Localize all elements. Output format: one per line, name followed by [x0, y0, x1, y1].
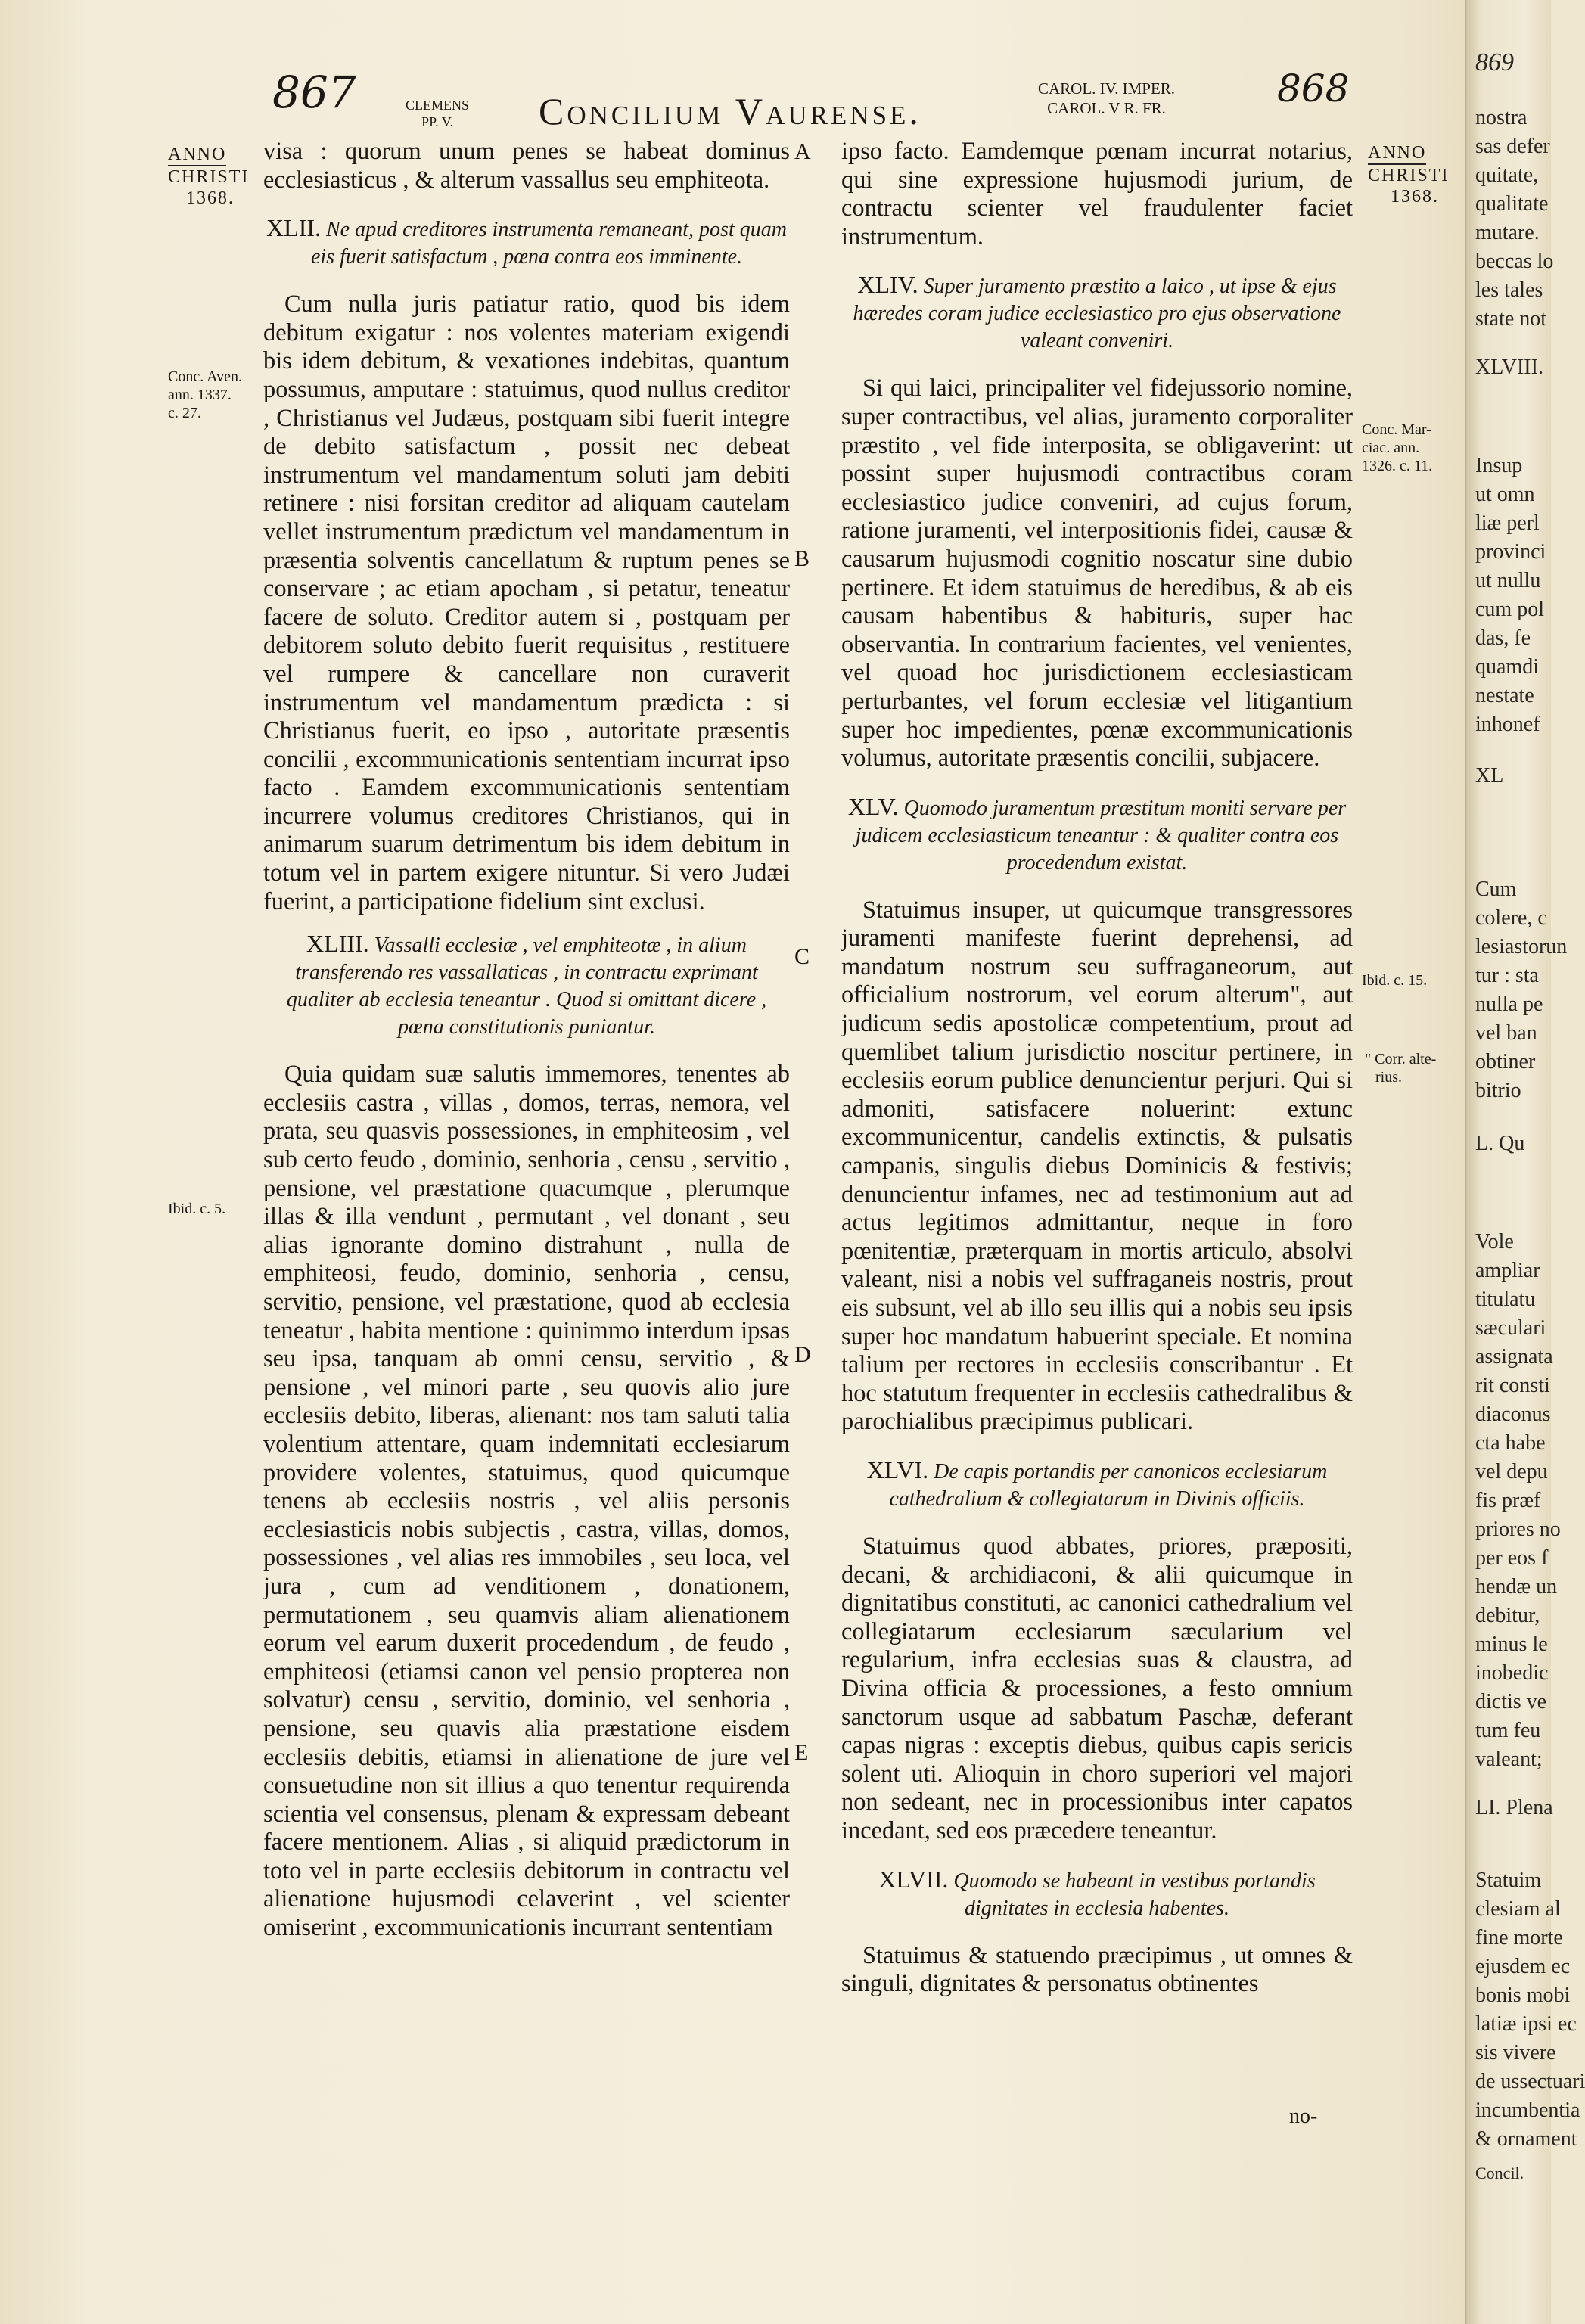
anno-christi-left [168, 144, 249, 209]
adjacent-line: state not [1475, 307, 1547, 331]
right-column [841, 138, 1353, 1999]
chapter-title: Quomodo se habeant in vestibus portandis dignitates in ecclesia habentes. [953, 1869, 1316, 1920]
continued-paragraph: visa : quorum unum penes se habeat dominus ecclesiasticus , & alterum vassallus seu emphiteota. [263, 138, 790, 194]
adjacent-line: nostra [1475, 106, 1528, 129]
adjacent-line: das, fe [1475, 626, 1531, 650]
year-label: 1368. [1391, 187, 1439, 207]
anno-label: ANNO [1368, 142, 1426, 165]
ref-line: 1326. c. 11. [1362, 458, 1433, 474]
adjacent-heading: LI. Plena [1475, 1796, 1553, 1819]
chapter-number: XLIII. [306, 930, 369, 958]
christi-label: CHRISTI [168, 167, 250, 187]
adjacent-line: ampliar [1475, 1259, 1540, 1282]
chapter-text-42: Cum nulla juris patiatur ratio, quod bis idem debitum exigatur : nos volentes materiam exigendi bis idem debitum, & vexationes indebitas, quantum possumus, amputare : statuimus, quod nullus creditor , Christianus vel Judæus, postquam sibi fuerit integre de debito satisfactum , possit nec debeat instrumentum vel mandamentum soluti jam debiti retinere : nisi forsitan creditor ad aliquam cautelam vellet instrumentum prædictum vel mandamentum in præsentia solventis cancellatum & ruptum penes se conservare ; ac etiam apocham , si petatur, teneatur facere de soluto. Creditor autem si , postquam per debitorem soluto debito fuerit requisitus , restituere vel rumpere & cancellare non curaverit instrumentum vel mandamentum prædicta : si Christianus fuerit, eo ipso , autoritate præsentis concilii , excommunicationis sententiam incurrat ipso facto . Eamdem excommunicationis sententiam incurrere volumus creditores Christianos, qui in animarum suarum detrimentum bis idem debitum in totum vel in partem exigere nituntur. Si vero Judæi fuerint, a participatione fidelium sint exclusi. [263, 290, 790, 915]
adjacent-line: Insup [1475, 454, 1523, 477]
adjacent-line: provinci [1475, 540, 1546, 564]
emperor-label [1038, 79, 1175, 118]
adjacent-line: qualitate [1475, 192, 1549, 216]
ref-conc-marciac [1362, 421, 1432, 475]
emperor-line-2: CAROL. V R. FR. [1047, 99, 1166, 117]
adjacent-line: obtiner [1475, 1050, 1536, 1073]
adjacent-line: clesiam al [1475, 1897, 1561, 1921]
ref-line: ann. 1337. [168, 387, 232, 403]
adjacent-line: Concil. [1475, 2164, 1524, 2183]
christi-label: CHRISTI [1368, 166, 1450, 185]
adjacent-line: sis vivere [1475, 2041, 1556, 2065]
section-letter-c: C [794, 944, 810, 969]
adjacent-line: & ornament [1475, 2127, 1577, 2151]
adjacent-line: sas defer [1475, 135, 1550, 158]
adjacent-line: mutare. [1475, 221, 1540, 244]
adjacent-line: titulatu [1475, 1288, 1536, 1311]
adjacent-line: nulla pe [1475, 993, 1543, 1016]
chapter-text-43: Quia quidam suæ salutis immemores, tenentes ab ecclesiis castra , villas , domos, terras, nemora, vel prata, seu quasvis possessiones, in emphiteosim , vel sub certo feudo , dominio, senhoria , censu , servitio , pensione, vel præstatione quacumque , plerumque illas & illa vendunt , permutant , vel donant , seu alias ignorante domino distrahunt , nulla de emphiteosi, feudo, dominio, senhoria , censu, servitio, pensione, vel præstatione, quod ab ecclesia teneatur , habita mentione : quinimmo interdum ipsas seu ipsa, tanquam ab omni censu, servitio , & pensione , vel minori parte , seu quovis alio jure ecclesiis debito, liberas, alienant: nos tam saluti talia volentium attentare, quam indemnitati ecclesiarum providere volentes, statuimus, quod quicumque tenens ab ecclesiis nostris , vel aliis personis ecclesiasticis nobis subjectis , castra, villas, domos, possessiones , vel alias res immobiles , seu loca, vel jura , cum ad venditionem , donationem, permutationem , seu quamvis aliam alienationem eorum vel earum duxerit procedendum , de feudo , emphiteosi (etiamsi canon vel pensio propterea non solvatur) censu , servitio, dominio, vel senhoria , pensione, seu quavis alia præstatione eisdem ecclesiis debitis, etiamsi in alienatione de jure vel consuetudine non sit illius a quo tenentur requirenda scientia vel consensus, plenam & expressam debeant facere mentionem. Alias , si aliquid prædictorum in toto vel in parte ecclesiis debitorum in contractu vel alienatione hujusmodi celaverint , vel scienter omiserint , excommunicationis incurrant sententiam [263, 1061, 790, 1942]
chapter-title: Quomodo juramentum præstitum moniti servare per judicem ecclesiasticum teneantur : & qualiter contra eos procedendum existat. [855, 796, 1347, 875]
adjacent-line: sæculari [1475, 1316, 1546, 1340]
adjacent-line: diaconus [1475, 1403, 1551, 1426]
chapter-heading-42 [263, 214, 790, 271]
ref-line: Conc. Aven. [168, 368, 242, 385]
adjacent-line: vel ban [1475, 1021, 1537, 1045]
chapter-title: Ne apud creditores instrumenta remaneant, post quam eis fuerit satisfactum , pœna contra eos imminente. [310, 218, 787, 269]
adjacent-line: latiæ ipsi ec [1475, 2012, 1577, 2036]
catchword: no- [1289, 2105, 1318, 2128]
adjacent-line: debitur, [1475, 1604, 1540, 1627]
adjacent-line: Vole [1475, 1230, 1514, 1254]
anno-label: ANNO [168, 144, 226, 166]
section-letter-d: D [794, 1342, 811, 1367]
adjacent-line: cum pol [1475, 598, 1544, 621]
adjacent-line: incumbentia [1475, 2099, 1580, 2122]
adjacent-line: lesiastorun [1475, 935, 1568, 958]
continued-paragraph: ipso facto. Eamdemque pœnam incurrat notarius, qui sine expressione hujusmodi jurium, de contractu scienter vel fraudulenter faciet instrumentum. [841, 138, 1353, 250]
adjacent-line: cta habe [1475, 1431, 1546, 1455]
adjacent-line: colere, c [1475, 906, 1547, 930]
adjacent-line: quamdi [1475, 655, 1539, 679]
pope-label [406, 97, 469, 130]
chapter-heading-47 [841, 1866, 1353, 1922]
adjacent-line: minus le [1475, 1633, 1548, 1656]
adjacent-line: nestate [1475, 684, 1534, 707]
ref-ibid-5: Ibid. c. 5. [168, 1201, 226, 1217]
chapter-number: XLV. [847, 792, 899, 820]
ref-correction-note [1365, 1050, 1436, 1086]
chapter-text-47: Statuimus & statuendo præcipimus , ut omnes & singuli, dignitates & personatus obtinentes [841, 1941, 1353, 1998]
chapter-heading-46 [841, 1456, 1353, 1513]
adjacent-line: tur : sta [1475, 964, 1539, 987]
adjacent-line: inhonef [1475, 713, 1540, 736]
adjacent-line: vel depu [1475, 1460, 1548, 1484]
adjacent-line: ut nullu [1475, 569, 1541, 592]
anno-christi-right [1368, 142, 1449, 207]
year-label: 1368. [186, 188, 235, 208]
pope-number: PP. V. [421, 114, 453, 129]
adjacent-line: rit consti [1475, 1374, 1550, 1397]
page-number-right: 868 [1277, 67, 1350, 110]
ref-ibid-15: Ibid. c. 15. [1362, 972, 1428, 989]
chapter-number: XLVII. [878, 1865, 949, 1893]
chapter-title: Super juramento præstito a laico , ut ipse & ejus hæredes coram judice ecclesiastico pro ejus observatione valeant conveniri. [853, 275, 1341, 353]
chapter-text-44: Si qui laici, principaliter vel fidejussorio nomine, super contractibus, vel alias, juramento corporaliter præstito , vel fide interposita, se obligaverint: ut possint super hujusmodi contractibus coram ecclesiastico judice conveniri, ad cujus forum, ratione juramenti, vel interpositionis fidei, causæ & causarum hujusmodi cognitio noscatur sine dubio pertinere. Et idem statuimus de heredibus, & ab eis causam habentibus & habituris, super hac observantia. In contrarium facientes, vel venientes, vel quoad hoc jurisdictionem ecclesiasticam perturbantes, vel forum ecclesiæ vel litigantium super hoc impedientes, pœnæ excommunicationis volumus, autoritate præsentis concilii, subjacere. [841, 374, 1353, 772]
chapter-number: XLII. [266, 214, 321, 242]
section-letter-e: E [794, 1740, 809, 1765]
chapter-heading-43 [263, 930, 790, 1041]
chapter-number: XLIV. [857, 271, 918, 299]
ref-line: rius. [1375, 1069, 1402, 1086]
adjacent-line: priores no [1475, 1518, 1561, 1541]
adjacent-line: valeant; [1475, 1748, 1543, 1771]
adjacent-heading: XLVIII. [1475, 356, 1543, 379]
adjacent-line: liæ perl [1475, 511, 1540, 535]
adjacent-line: per eos f [1475, 1546, 1549, 1570]
adjacent-heading: XL [1475, 764, 1504, 788]
section-letter-b: B [794, 546, 810, 571]
adjacent-line: dictis ve [1475, 1690, 1547, 1713]
running-title: Concilium Vaurense. [539, 90, 921, 132]
adjacent-line: hendæ un [1475, 1575, 1558, 1599]
adjacent-page-number: 869 [1475, 48, 1514, 76]
adjacent-line: bonis mobi [1475, 1984, 1571, 2007]
adjacent-line: bitrio [1475, 1079, 1521, 1102]
adjacent-heading: L. Qu [1475, 1132, 1525, 1155]
adjacent-line: fine morte [1475, 1926, 1563, 1950]
adjacent-line: tum feu [1475, 1719, 1541, 1742]
ref-conc-aven [168, 368, 242, 422]
ref-line: ciac. ann. [1362, 440, 1420, 456]
adjacent-line: Statuim [1475, 1869, 1542, 1892]
chapter-title: Vassalli ecclesiæ , vel emphiteotæ , in alium transferendo res vassallaticas , in contractu exprimant qualiter ab ecclesia teneantur . Quod si omittant dicere , pœna constitutionis puniantur. [286, 934, 767, 1039]
ref-line: " Corr. alte- [1365, 1051, 1437, 1067]
chapter-text-45: Statuimus insuper, ut quicumque transgressores juramenti manifeste fuerint deprehensi, ad mandatum nostrum seu suffraganeorum, aut officialium nostrorum, vel eorum alterum", aut judicum sedis apostolicæ competentium, prout ad quemlibet talium jurisdictio noscitur pertinere, in ecclesiis eorum publice denuncientur perjuri. Qui si admoniti, satisfacere noluerint: extunc excommunicentur, candelis extinctis, & pulsatis campanis, singulis diebus Dominicis & festivis; denuncientur infames, nec ad testimonium aut ad actus legitimos admittantur, neque in foro pœnitentiæ, præterquam in mortis articulo, absolvi valeant, nisi a nobis vel suffraganeis nostris, prout eis subsunt, vel ab illo seu illis qui a nobis seu ipsis super hoc mandatum habuerint speciale. Et nomina talium per rectores in ecclesiis conscribantur . Et hoc statutum frequenter in ecclesiis cathedralibus & parochialibus præcipimus publicari. [841, 896, 1353, 1436]
left-column [263, 138, 790, 1943]
adjacent-line: Cum [1475, 878, 1517, 901]
page-number-left: 867 [272, 67, 356, 118]
chapter-text-46: Statuimus quod abbates, priores, præpositi, decani, & archidiaconi, & alii quicumque in dignitatibus constituti, ac canonici cathedralium vel collegiatarum ecclesiarum sæcularium vel regularium, infra ecclesias suas & claustra, ad Divina officia & processiones, a festo omnium sanctorum usque ad sabbatum Paschæ, deferant capas nigras : exceptis diebus, quibus capis sericis solent uti. Alioquin in choro superiori vel majori non sedeant, nec in processionibus inter capatos incedant, sed eos præcedere teneantur. [841, 1532, 1353, 1844]
adjacent-line: les tales [1475, 278, 1543, 302]
chapter-title: De capis portandis per canonicos ecclesiarum cathedralium & collegiatarum in Divinis officiis. [889, 1459, 1328, 1511]
adjacent-line: beccas lo [1475, 250, 1554, 273]
pope-name: CLEMENS [406, 98, 470, 113]
adjacent-line: inobedic [1475, 1661, 1549, 1685]
adjacent-page-strip [1465, 0, 1585, 2324]
adjacent-line: ut omn [1475, 483, 1535, 506]
adjacent-line: quitate, [1475, 163, 1539, 187]
adjacent-line: de ussectuari [1475, 2070, 1585, 2093]
adjacent-line: fis præf [1475, 1489, 1541, 1512]
emperor-line-1: CAROL. IV. IMPER. [1038, 79, 1176, 98]
ref-line: Conc. Mar- [1362, 421, 1431, 438]
adjacent-line: ejusdem ec [1475, 1955, 1571, 1978]
chapter-heading-44 [841, 271, 1353, 355]
adjacent-line: assignata [1475, 1345, 1553, 1369]
chapter-number: XLVI. [866, 1456, 929, 1484]
chapter-heading-45 [841, 793, 1353, 877]
section-letter-a: A [794, 139, 811, 164]
ref-line: c. 27. [168, 405, 201, 421]
